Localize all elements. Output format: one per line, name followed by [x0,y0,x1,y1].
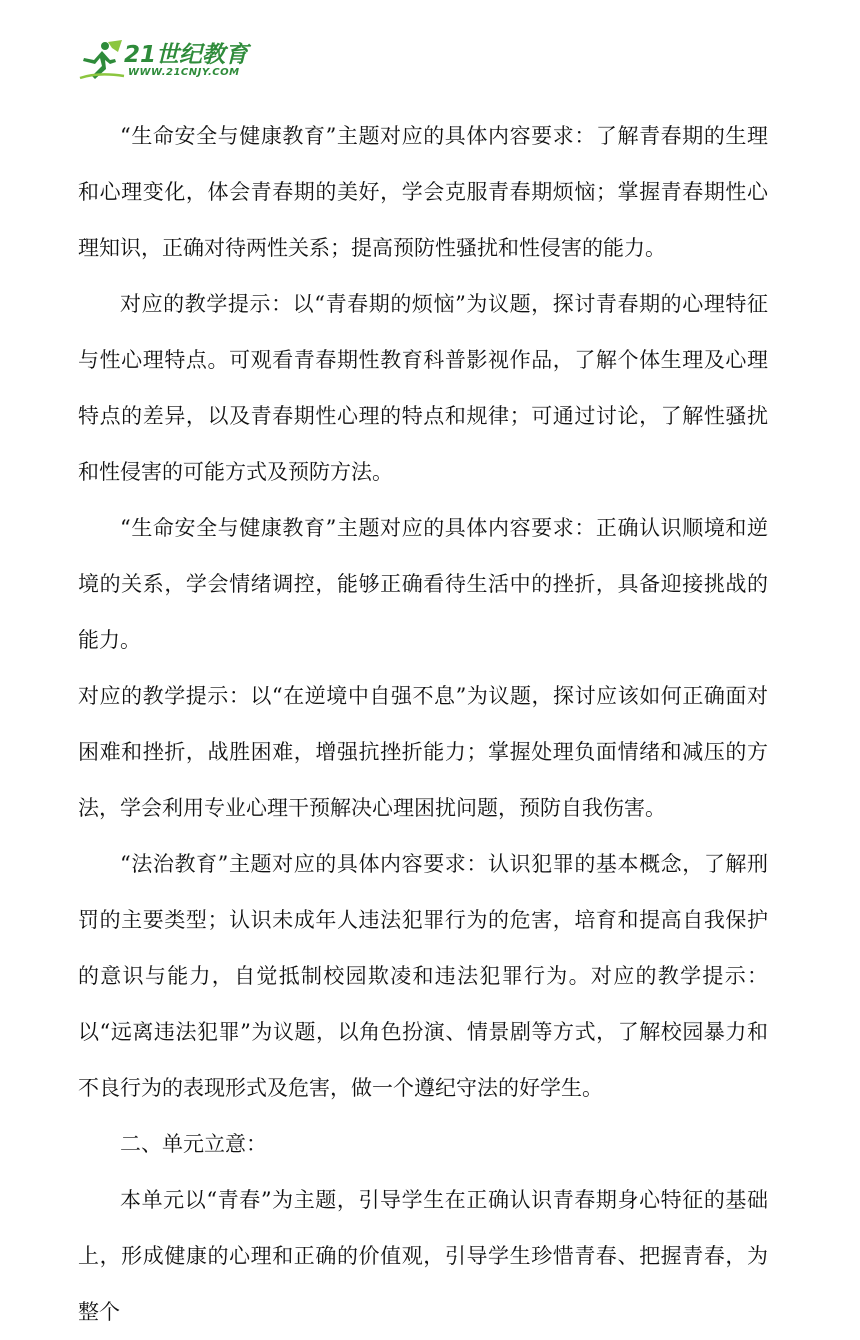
paragraph: 对应的教学提示：以“青春期的烦恼”为议题，探讨青春期的心理特征与性心理特点。可观看青春期性教育科普影视作品，了解个体生理及心理特点的差异，以及青春期性心理的特点和规律；可通过讨论，了解性骚扰和性侵害的可能方式及预防方法。 [78,292,768,484]
logo-url: WWW.21CNJY.COM [128,67,240,78]
paragraph: 本单元以“青春”为主题，引导学生在正确认识青春期身心特征的基础上，形成健康的心理和正确的价值观，引导学生珍惜青春、把握青春，为整个 [78,1188,768,1324]
paragraph: “法治教育”主题对应的具体内容要求：认识犯罪的基本概念，了解刑罚的主要类型；认识未成年人违法犯罪行为的危害，培育和提高自我保护的意识与能力，自觉抵制校园欺凌和违法犯罪行为。对应的教学提示：以“远离违法犯罪”为议题，以角色扮演、情景剧等方式，了解校园暴力和不良行为的表现形式及危害，做一个遵纪守法的好学生。 [78,852,768,1100]
document-body [78,108,768,1340]
paragraph: “生命安全与健康教育”主题对应的具体内容要求：正确认识顺境和逆境的关系，学会情绪调控，能够正确看待生活中的挫折，具备迎接挑战的能力。 [78,516,768,652]
site-header [78,38,278,84]
paragraph: 对应的教学提示：以“在逆境中自强不息”为议题，探讨应该如何正确面对困难和挫折，战胜困难，增强抗挫折能力；掌握处理负面情绪和减压的方法，学会利用专业心理干预解决心理困扰问题，预防自我伤害。 [78,684,768,820]
running-man-logo-icon [78,38,126,82]
section-heading: 二、单元立意： [120,1132,267,1156]
logo-title: 21世纪教育 [124,42,249,68]
paragraph: “生命安全与健康教育”主题对应的具体内容要求：了解青春期的生理和心理变化，体会青春期的美好，学会克服青春期烦恼；掌握青春期性心理知识，正确对待两性关系；提高预防性骚扰和性侵害的能力。 [78,124,768,260]
